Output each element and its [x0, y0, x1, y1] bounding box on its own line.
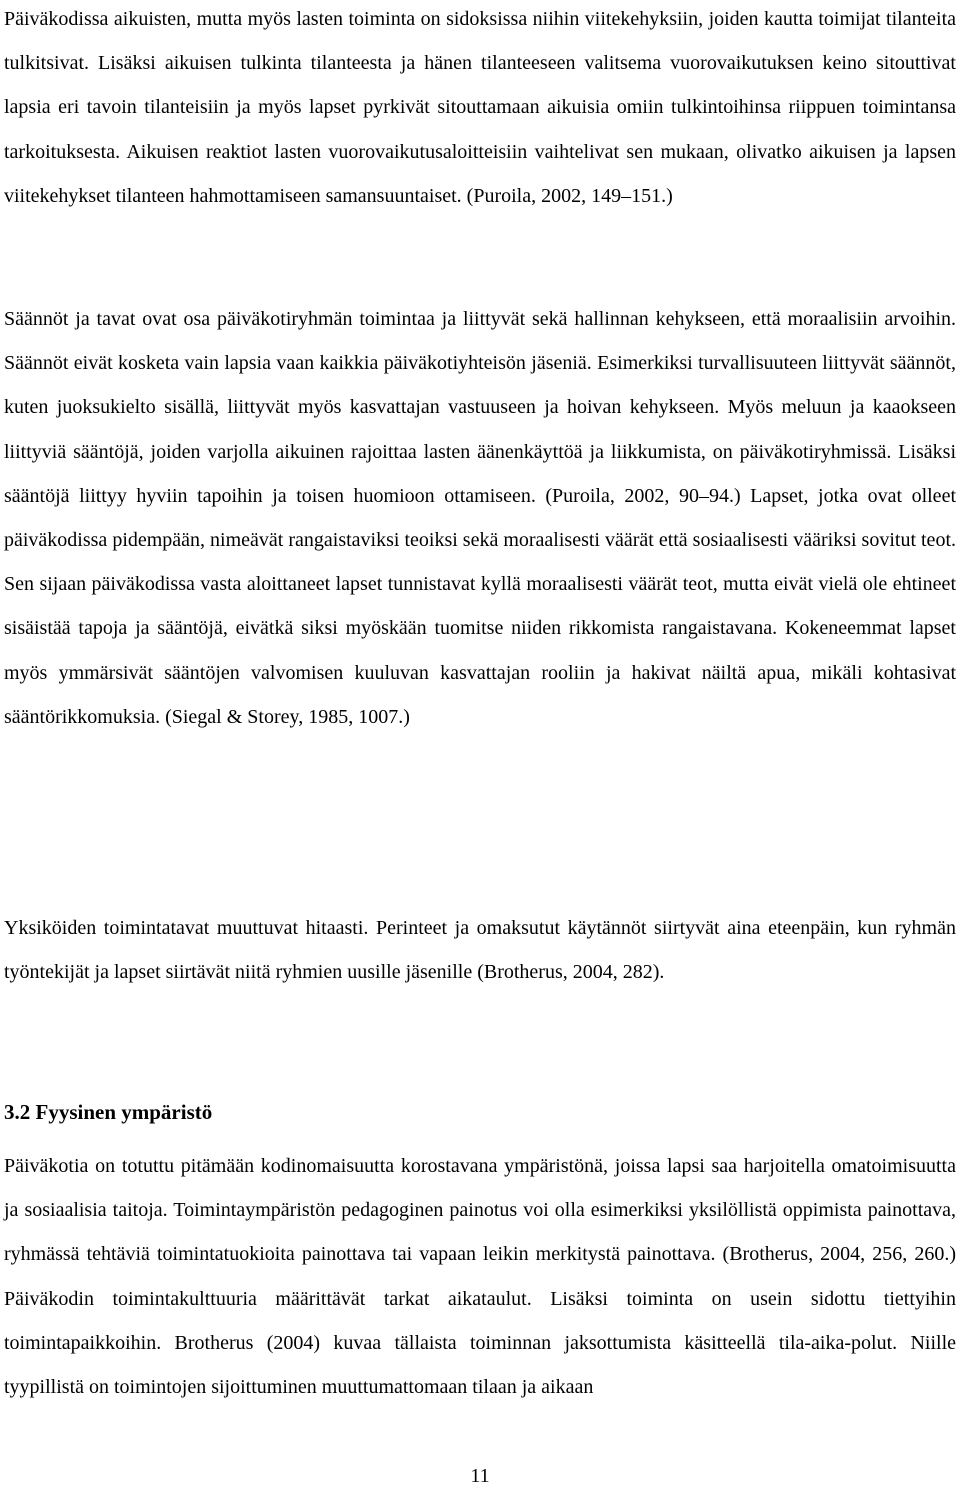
page-number: 11 [470, 1465, 490, 1487]
paragraph-toimintatavat: Yksiköiden toimintatavat muuttuvat hitaasti. Perinteet ja omaksutut käytännöt siirtyvät aina eteenpäin, kun ryhmän työntekijät ja lapset siirtävät niitä ryhmien uusille jäsenille (Brotherus, 2004, 282). [4, 917, 956, 984]
paragraph-viitekehykset: Päiväkodissa aikuisten, mutta myös lasten toiminta on sidoksissa niihin viitekehyksiin, joiden kautta toimijat tilanteita tulkitsivat. Lisäksi aikuisen tulkinta tilanteesta ja hänen tilanteeseen valitsema vuorovaikutuksen keino sitouttivat lapsia eri tavoin tilanteisiin ja myös lapset pyrkivät sitouttamaan aikuisia omiin tulkintoihinsa riippuen toimintansa tarkoituksesta. Aikuisen reaktiot lasten vuorovaikutusaloitteisiin vaihtelivat sen mukaan, olivatko aikuisen ja lapsen viitekehykset tilanteen hahmottamiseen samansuuntaiset. (Puroila, 2002, 149–151.) [4, 8, 956, 207]
paragraph-fyysinen-ymparisto: Päiväkotia on totuttu pitämään kodinomaisuutta korostavana ympäristönä, joissa lapsi saa harjoitella omatoimisuutta ja sosiaalisia taitoja. Toimintaympäristön pedagoginen painotus voi olla esimerkiksi yksilöllistä oppimista painottava, ryhmässä tehtäviä toimintatuokioita painottava tai vapaan leikin merkitystä painottava. (Brotherus, 2004, 256, 260.) Päiväkodin toimintakulttuuria määrittävät tarkat aikataulut. Lisäksi toiminta on usein sidottu tiettyihin toimintapaikkoihin. Brotherus (2004) kuvaa tällaista toiminnan jaksottumista käsitteellä tila-aika-polut. Niille tyypillistä on toimintojen sijoittuminen muuttumattomaan tilaan ja aikaan [4, 1155, 956, 1399]
section-heading: 3.2 Fyysinen ympäristö [4, 1100, 213, 1124]
paragraph-saannot-ja-tavat: Säännöt ja tavat ovat osa päiväkotiryhmän toimintaa ja liittyvät sekä hallinnan kehykseen, että moraalisiin arvoihin. Säännöt eivät kosketa vain lapsia vaan kaikkia päiväkotiyhteisön jäseniä. Esimerkiksi turvallisuuteen liittyvät säännöt, kuten juoksukielto sisällä, liittyvät myös kasvattajan vastuuseen ja hoivan kehykseen. Myös meluun ja kaaokseen liittyviä sääntöjä, joiden varjolla aikuinen rajoittaa lasten äänenkäyttöä ja liikkumista, on päiväkotiryhmissä. Lisäksi sääntöjä liittyy hyviin tapoihin ja toisen huomioon ottamiseen. (Puroila, 2002, 90–94.) Lapset, jotka ovat olleet päiväkodissa pidempään, nimeävät rangaistaviksi teoiksi sekä moraalisesti väärät että sosiaalisesti vääriksi sovitut teot. Sen sijaan päiväkodissa vasta aloittaneet lapset tunnistavat kyllä moraalisesti väärät teot, mutta eivät vielä ole ehtineet sisäistää tapoja ja sääntöjä, eivätkä siksi myöskään tuomitse niiden rikkomista rangaistavana. Kokeneemmat lapset myös ymmärsivät sääntöjen valvomisen kuuluvan kasvattajan rooliin ja hakivat näiltä apua, mikäli kohtasivat sääntörikkomuksia. (Siegal & Storey, 1985, 1007.) [4, 308, 956, 728]
